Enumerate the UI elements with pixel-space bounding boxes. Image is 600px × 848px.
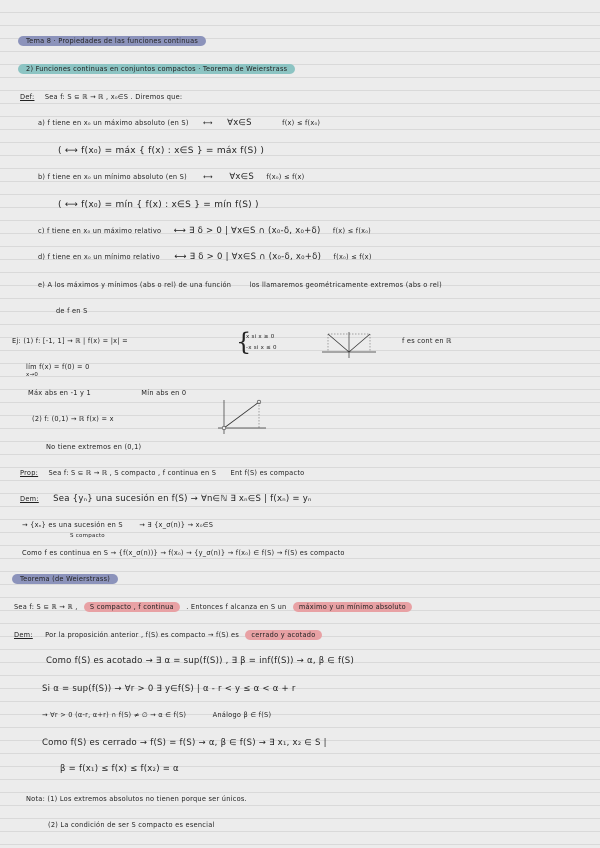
limit-subscript: x→0: [26, 372, 39, 378]
proof-label: Dem:: [20, 495, 39, 503]
extrema-line: [28, 388, 186, 398]
theorem-proof-1: [14, 630, 322, 640]
limit-line: lím f(x) = f(0) = 0: [26, 363, 90, 371]
theorem-proof-3: Si α = sup(f(S)) → ∀r > 0 ∃ y∈f(S) | α - r < y ≤ α < α + r: [42, 684, 296, 694]
definition-line: [20, 92, 182, 102]
def-d-cond: ⟷ ∃ δ > 0 | ∀x∈S ∩ (x₀-δ, x₀+δ): [174, 252, 322, 262]
def-c-ineq: f(x) ≤ f(x₀): [332, 227, 372, 235]
theorem-hypothesis-highlight: S compacto , f continua: [84, 602, 180, 612]
piecewise-case-1: x si x ≥ 0: [246, 334, 275, 340]
theorem-conclusion-highlight: máximo y un mínimo absoluto: [293, 602, 412, 612]
def-a-equiv: ( ⟷ f(x₀) = máx { f(x) : x∈S } = máx f(S) ): [58, 146, 265, 156]
def-b-line: [38, 172, 304, 182]
def-d-text: d) f tiene en x₀ un mínimo relativo: [38, 253, 160, 261]
section-highlight: 2) Funciones continuas en conjuntos compactos · Teorema de Weierstrass: [18, 64, 295, 74]
def-text: Sea f: S ⊆ ℝ → ℝ , x₀∈S . Diremos que:: [44, 93, 183, 101]
def-e-line: [38, 280, 442, 290]
title-highlight: Tema 8 · Propiedades de las funciones continuas: [18, 36, 206, 46]
theorem-proof-label: Dem:: [14, 631, 33, 639]
max-abs-text: Máx abs en -1 y 1: [28, 389, 91, 397]
closed-bounded-highlight: cerrado y acotado: [245, 630, 321, 640]
def-b-arrow: ⟷: [203, 173, 213, 181]
prop-text: Sea f: S ⊆ ℝ → ℝ , S compacto , f continua en S: [48, 469, 217, 477]
def-a-ineq: f(x) ≤ f(x₀): [282, 119, 321, 127]
def-label: Def:: [20, 93, 35, 101]
def-b-equiv: ( ⟷ f(x₀) = mín { f(x) : x∈S } = mín f(S) ): [58, 200, 259, 210]
theorem-proof-2: Como f(S) es acotado → ∃ α = sup(f(S)) , ∃ β = inf(f(S)) → α, β ∈ f(S): [46, 656, 355, 666]
identity-graph: [212, 398, 268, 436]
proof-1-compact-note: S compacto: [70, 533, 105, 539]
proof-1-conclusion: Como f es continua en S → {f(x_σ(n))} → f(x₀) → {y_σ(n)} → f(x₀) ∈ f(S) → f(S) es compacto: [22, 549, 345, 557]
def-a-forall: ∀x∈S: [227, 118, 252, 128]
def-e-text-2: los llamaremos geométricamente extremos (abs o rel): [249, 281, 442, 289]
prop-label: Prop:: [20, 469, 39, 477]
def-a-line: [38, 118, 320, 128]
theorem-statement: [14, 602, 412, 612]
piecewise-case-2: -x si x ≤ 0: [246, 345, 277, 351]
def-b-forall: ∀x∈S: [229, 172, 254, 182]
example-1-continuity: f es cont en ℝ: [402, 337, 452, 345]
example-2-note: No tiene extremos en (0,1): [46, 443, 142, 451]
section-heading: [18, 64, 295, 74]
def-b-text: b) f tiene en x₀ un mínimo absoluto (en S): [38, 173, 187, 181]
proof-1-subseq: → {xₙ} es una sucesión en S → ∃ {x_σ(n)} → x₀∈S: [22, 521, 214, 529]
def-d-line: [38, 252, 372, 262]
note-2: (2) La condición de ser S compacto es esencial: [48, 821, 215, 829]
example-2-line: (2) f: (0,1) → ℝ f(x) = x: [32, 415, 114, 423]
def-c-line: [38, 226, 371, 236]
proof-1-conv: → ∃ {x_σ(n)} → x₀∈S: [139, 521, 214, 529]
theorem-heading: [12, 574, 118, 584]
abs-value-graph: [318, 330, 380, 360]
proposition-line: [20, 468, 304, 478]
note-title: [18, 36, 206, 46]
theorem-proof-5: Como f(S) es cerrado → f(S) = f(S) → α, β ∈ f(S) → ∃ x₁, x₂ ∈ S |: [42, 738, 327, 748]
theorem-proof-6: β = f(x₁) ≤ f(x) ≤ f(x₂) = α: [60, 764, 179, 774]
note-1: Nota: (1) Los extremos absolutos no tienen porque ser únicos.: [26, 795, 247, 803]
analogous-note: Análogo β ∈ f(S): [212, 711, 272, 719]
theorem-proof-4: → ∀r > 0 (α-r, α+r) ∩ f(S) ≠ ∅ → α ∈ f(S) Análogo β ∈ f(S): [42, 711, 272, 719]
def-c-cond: ⟷ ∃ δ > 0 | ∀x∈S ∩ (x₀-δ, x₀+δ): [173, 226, 321, 236]
def-d-ineq: f(x₀) ≤ f(x): [333, 253, 372, 261]
theorem-highlight: Teorema (de Weierstrass): [12, 574, 118, 584]
prop-conclusion: Ent f(S) es compacto: [230, 469, 305, 477]
def-c-text: c) f tiene en x₀ un máximo relativo: [38, 227, 162, 235]
def-a-text: a) f tiene en x₀ un máximo absoluto (en S): [38, 119, 189, 127]
piecewise-brace: {: [236, 328, 252, 356]
example-1-text: Ej: (1) f: [-1, 1] → ℝ | f(x) = |x| =: [12, 337, 128, 345]
theorem-proof-text: Por la proposición anterior , f(S) es compacto → f(S) es: [45, 631, 240, 639]
proof-1-text: Sea {yₙ} una sucesión en f(S) → ∀n∈ℕ ∃ xₙ∈S | f(xₙ) = yₙ: [53, 494, 312, 504]
def-e-cont: de f en S: [56, 307, 88, 315]
example-1-line: [12, 336, 128, 346]
theorem-text-2: . Entonces f alcanza en S un: [186, 603, 287, 611]
def-a-arrow: ⟷: [203, 119, 213, 127]
min-abs-text: Mín abs en 0: [141, 389, 187, 397]
def-e-text: e) A los máximos y mínimos (abs o rel) de una función: [38, 281, 232, 289]
def-b-ineq: f(x₀) ≤ f(x): [266, 173, 305, 181]
proof-1-line: [20, 494, 312, 504]
theorem-text-1: Sea f: S ⊆ ℝ → ℝ ,: [14, 603, 78, 611]
